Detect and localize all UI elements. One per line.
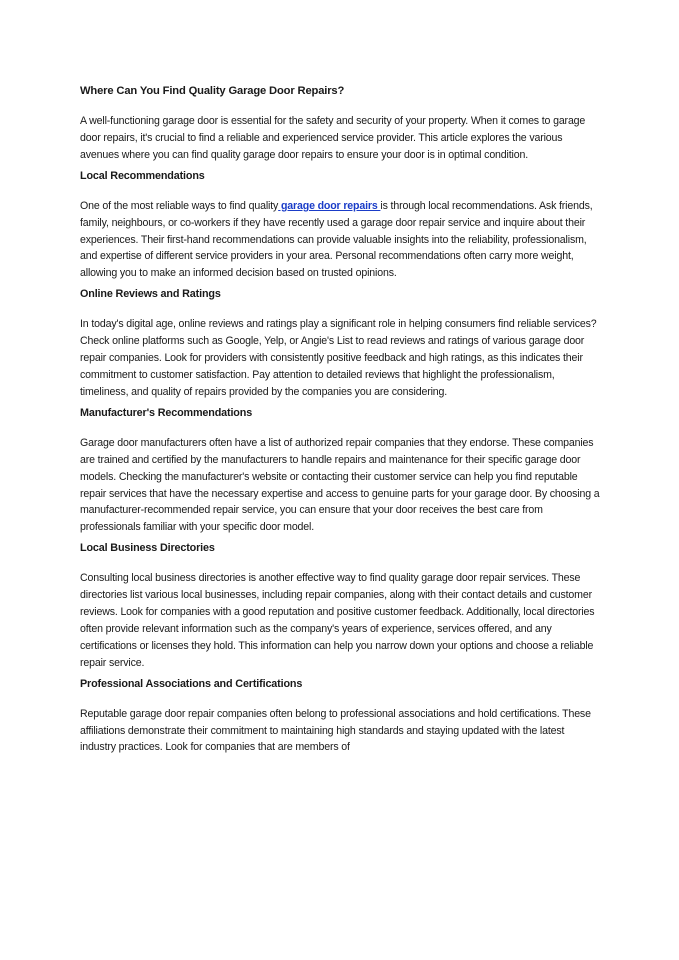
paragraph-online-reviews: In today's digital age, online reviews and ratings play a significant role in helping consumers find reliable services? Check online platforms such as Google, Yelp, or Angie's List to read reviews and ratings of various garage door repair companies. Look for providers with consistently positive feedback and high ratings, as this indicates their commitment to customer satisfaction. Pay attention to detailed reviews that highlight the professionalism, timeliness, and quality of repairs provided by the companies you are considering.: [80, 318, 597, 398]
heading-manufacturer-recommendations: Manufacturer's Recommendations: [80, 406, 253, 419]
paragraph-text-before-link: One of the most reliable ways to find quality: [80, 199, 279, 212]
document-page: [80, 84, 602, 761]
heading-online-reviews: Online Reviews and Ratings: [80, 288, 221, 301]
intro-paragraph: A well-functioning garage door is essential for the safety and security of your property. When it comes to garage door repairs, it's crucial to find a reliable and experienced service provider. This article explores the various avenues where you can find quality garage door repairs to ensure your door is in optimal condition.: [80, 115, 586, 161]
paragraph-manufacturer-recommendations: Garage door manufacturers often have a list of authorized repair companies that they endorse. These companies are trained and certified by the manufacturers to handle repairs and maintenance for their specific garage door models. Checking the manufacturer's website or contacting their customer service can help you find reputable repair services that have the necessary expertise and access to genuine parts for your garage door. By choosing a manufacturer-recommended repair service, you can ensure that your door receives the best care from professionals familiar with your specific door model.: [80, 436, 600, 534]
heading-professional-associations: Professional Associations and Certifications: [80, 677, 303, 690]
heading-local-recommendations: Local Recommendations: [80, 169, 205, 182]
paragraph-professional-associations: Reputable garage door repair companies often belong to professional associations and hold certifications. These affiliations demonstrate their commitment to maintaining high standards and staying updated with the latest industry practices. Look for companies that are members of: [80, 707, 591, 754]
document-title: Where Can You Find Quality Garage Door Repairs?: [80, 85, 345, 97]
paragraph-text-after-link: is through local recommendations. Ask friends, family, neighbours, or co-workers if they have recently used a garage door repair service and inquire about their experiences. Their first-hand recommendations can provide valuable insights into the reliability, professionalism, and expertise of different service providers in your area. Personal recommendations often carry more weight, allowing you to make an informed decision based on trusted opinions.: [80, 199, 593, 280]
garage-door-repairs-link[interactable]: garage door repairs: [278, 199, 381, 212]
paragraph-local-business-directories: Consulting local business directories is another effective way to find quality garage door repair services. These directories list various local businesses, including repair companies, along with their contact details and customer reviews. Look for companies with a good reputation and positive customer feedback. Additionally, local directories often provide relevant information such as the company's years of experience, services offered, and any certifications or licenses they hold. This information can help you narrow down your options and choose a reliable repair service.: [80, 572, 595, 669]
paragraph-local-recommendations: [80, 198, 602, 283]
heading-local-business-directories: Local Business Directories: [80, 542, 215, 555]
